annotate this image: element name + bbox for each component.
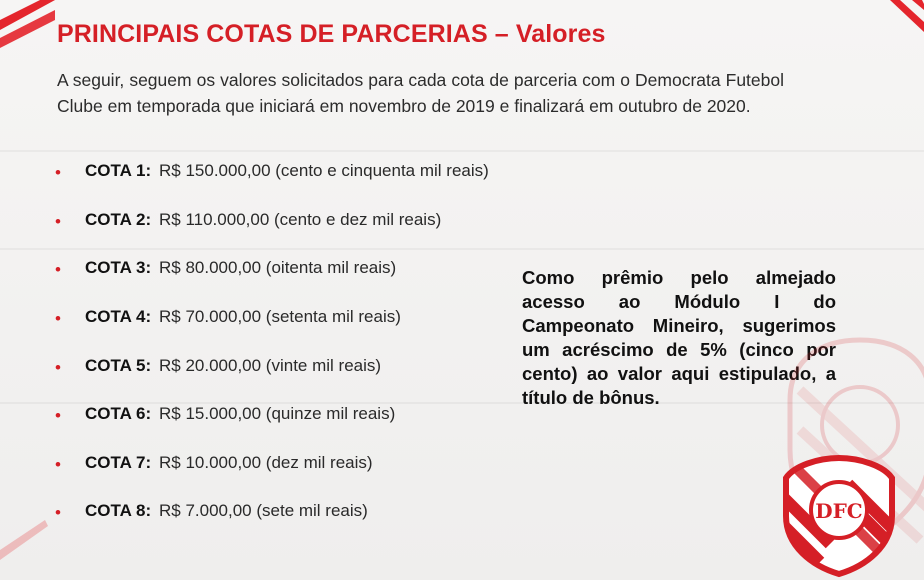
paper-crease	[0, 150, 924, 152]
crest-monogram: DFC	[815, 499, 863, 523]
cota-value: R$ 80.000,00 (oitenta mil reais)	[159, 258, 397, 277]
cota-label: COTA 4:	[85, 307, 152, 326]
cota-value: R$ 15.000,00 (quinze mil reais)	[159, 404, 396, 423]
bonus-note: Como prêmio pelo almejado acesso ao Módulo I do Campeonato Mineiro, sugerimos um acréscimo de 5% (cinco por cento) ao valor aqui estipulado, a título de bônus.	[522, 267, 836, 408]
cota-label: COTA 1:	[85, 161, 152, 180]
cota-value: R$ 150.000,00 (cento e cinquenta mil reais)	[159, 161, 489, 180]
cota-value: R$ 10.000,00 (dez mil reais)	[159, 453, 373, 472]
corner-stripes-top-right	[870, 0, 924, 60]
corner-stripes-bottom-left	[0, 500, 60, 580]
intro-paragraph: A seguir, seguem os valores solicitados para cada cota de parceria com o Democrata Futebol Clube em temporada que iniciará em novembro de 2019 e finalizará em outubro de 2020.	[57, 70, 784, 116]
cota-label: COTA 5:	[85, 356, 152, 375]
bullet-dot-icon: •	[55, 212, 61, 231]
corner-stripes-top-left	[0, 0, 60, 90]
bullet-dot-icon: •	[55, 503, 61, 522]
bullet-dot-icon: •	[55, 455, 61, 474]
bullet-dot-icon: •	[55, 163, 61, 182]
paper-crease	[0, 248, 924, 250]
club-crest-icon	[780, 454, 898, 578]
cota-label: COTA 2:	[85, 210, 152, 229]
bullet-dot-icon: •	[55, 309, 61, 328]
cota-label: COTA 8:	[85, 501, 152, 520]
cota-value: R$ 70.000,00 (setenta mil reais)	[159, 307, 401, 326]
bullet-dot-icon: •	[55, 260, 61, 279]
cota-value: R$ 110.000,00 (cento e dez mil reais)	[159, 210, 442, 229]
cota-label: COTA 3:	[85, 258, 152, 277]
cota-label: COTA 7:	[85, 453, 152, 472]
cota-value: R$ 7.000,00 (sete mil reais)	[159, 501, 368, 520]
bullet-dot-icon: •	[55, 406, 61, 425]
cota-value: R$ 20.000,00 (vinte mil reais)	[159, 356, 382, 375]
cota-label: COTA 6:	[85, 404, 152, 423]
page-title: PRINCIPAIS COTAS DE PARCERIAS – Valores	[57, 20, 606, 48]
bullet-dot-icon: •	[55, 358, 61, 377]
